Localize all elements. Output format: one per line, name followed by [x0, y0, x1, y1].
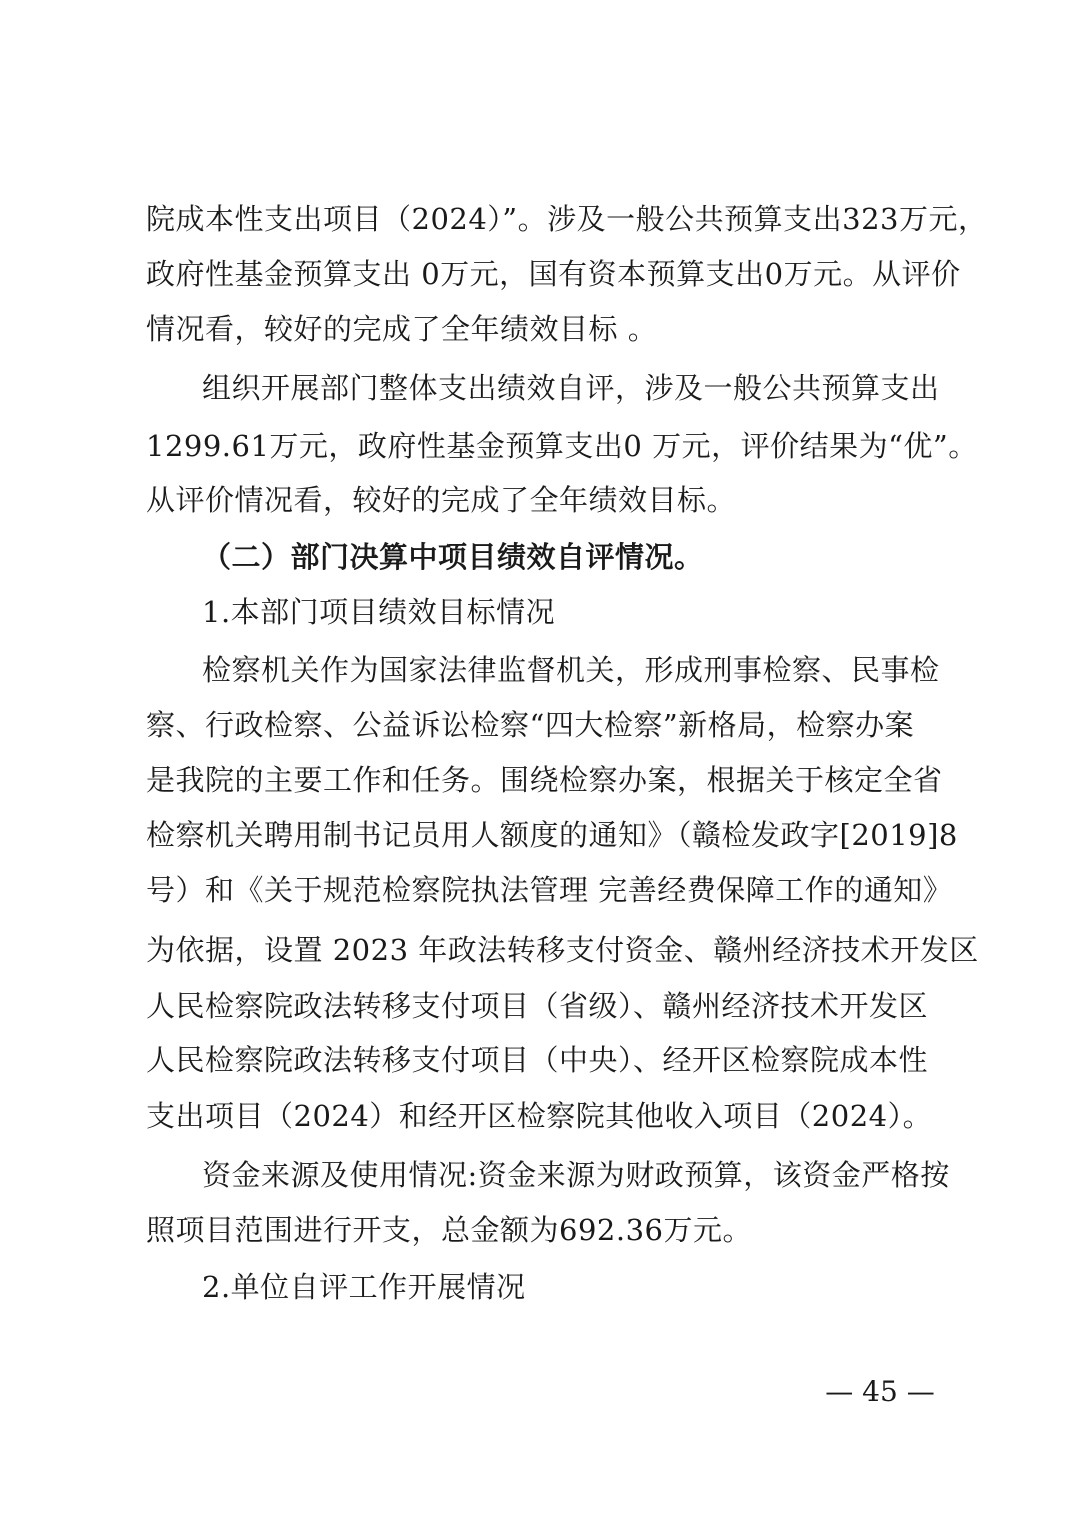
paragraph-line: 院成本性支出项目（2024）”。涉及一般公共预算支出323万元， [146, 202, 988, 236]
paragraph-line: 号）和《关于规范检察院执法管理 完善经费保障工作的通知》 [146, 873, 953, 907]
subsection-heading: 1.本部门项目绩效目标情况 [202, 595, 556, 629]
section-heading: （二）部门决算中项目绩效自评情况。 [202, 540, 704, 574]
page-number: — 45 — [825, 1375, 935, 1408]
subsection-heading: 2.单位自评工作开展情况 [202, 1270, 526, 1304]
paragraph-line: 人民检察院政法转移支付项目（省级）、赣州经济技术开发区 [146, 989, 929, 1023]
paragraph-line: 从评价情况看，较好的完成了全年绩效目标。 [146, 483, 737, 517]
paragraph-line: 情况看，较好的完成了全年绩效目标 。 [146, 312, 658, 346]
paragraph-line: 检察机关作为国家法律监督机关，形成刑事检察、民事检 [202, 653, 940, 687]
paragraph-line: 组织开展部门整体支出绩效自评，涉及一般公共预算支出 [202, 371, 940, 405]
paragraph-line: 人民检察院政法转移支付项目（中央）、经开区检察院成本性 [146, 1043, 929, 1077]
paragraph-line: 为依据，设置 2023 年政法转移支付资金、赣州经济技术开发区 [146, 933, 979, 967]
paragraph-line: 政府性基金预算支出 0万元，国有资本预算支出0万元。从评价 [146, 257, 961, 291]
paragraph-line: 1299.61万元，政府性基金预算支出0 万元，评价结果为“优”。 [146, 429, 978, 463]
paragraph-line: 是我院的主要工作和任务。围绕检察办案，根据关于核定全省 [146, 763, 943, 797]
paragraph-line: 支出项目（2024）和经开区检察院其他收入项目（2024）。 [146, 1099, 933, 1133]
paragraph-line: 检察机关聘用制书记员用人额度的通知》（赣检发政字[2019]8 [146, 818, 958, 852]
paragraph-line: 察、行政检察、公益诉讼检察“四大检察”新格局，检察办案 [146, 708, 915, 742]
paragraph-line: 照项目范围进行开支，总金额为692.36万元。 [146, 1213, 752, 1247]
paragraph-line: 资金来源及使用情况:资金来源为财政预算，该资金严格按 [202, 1158, 950, 1192]
